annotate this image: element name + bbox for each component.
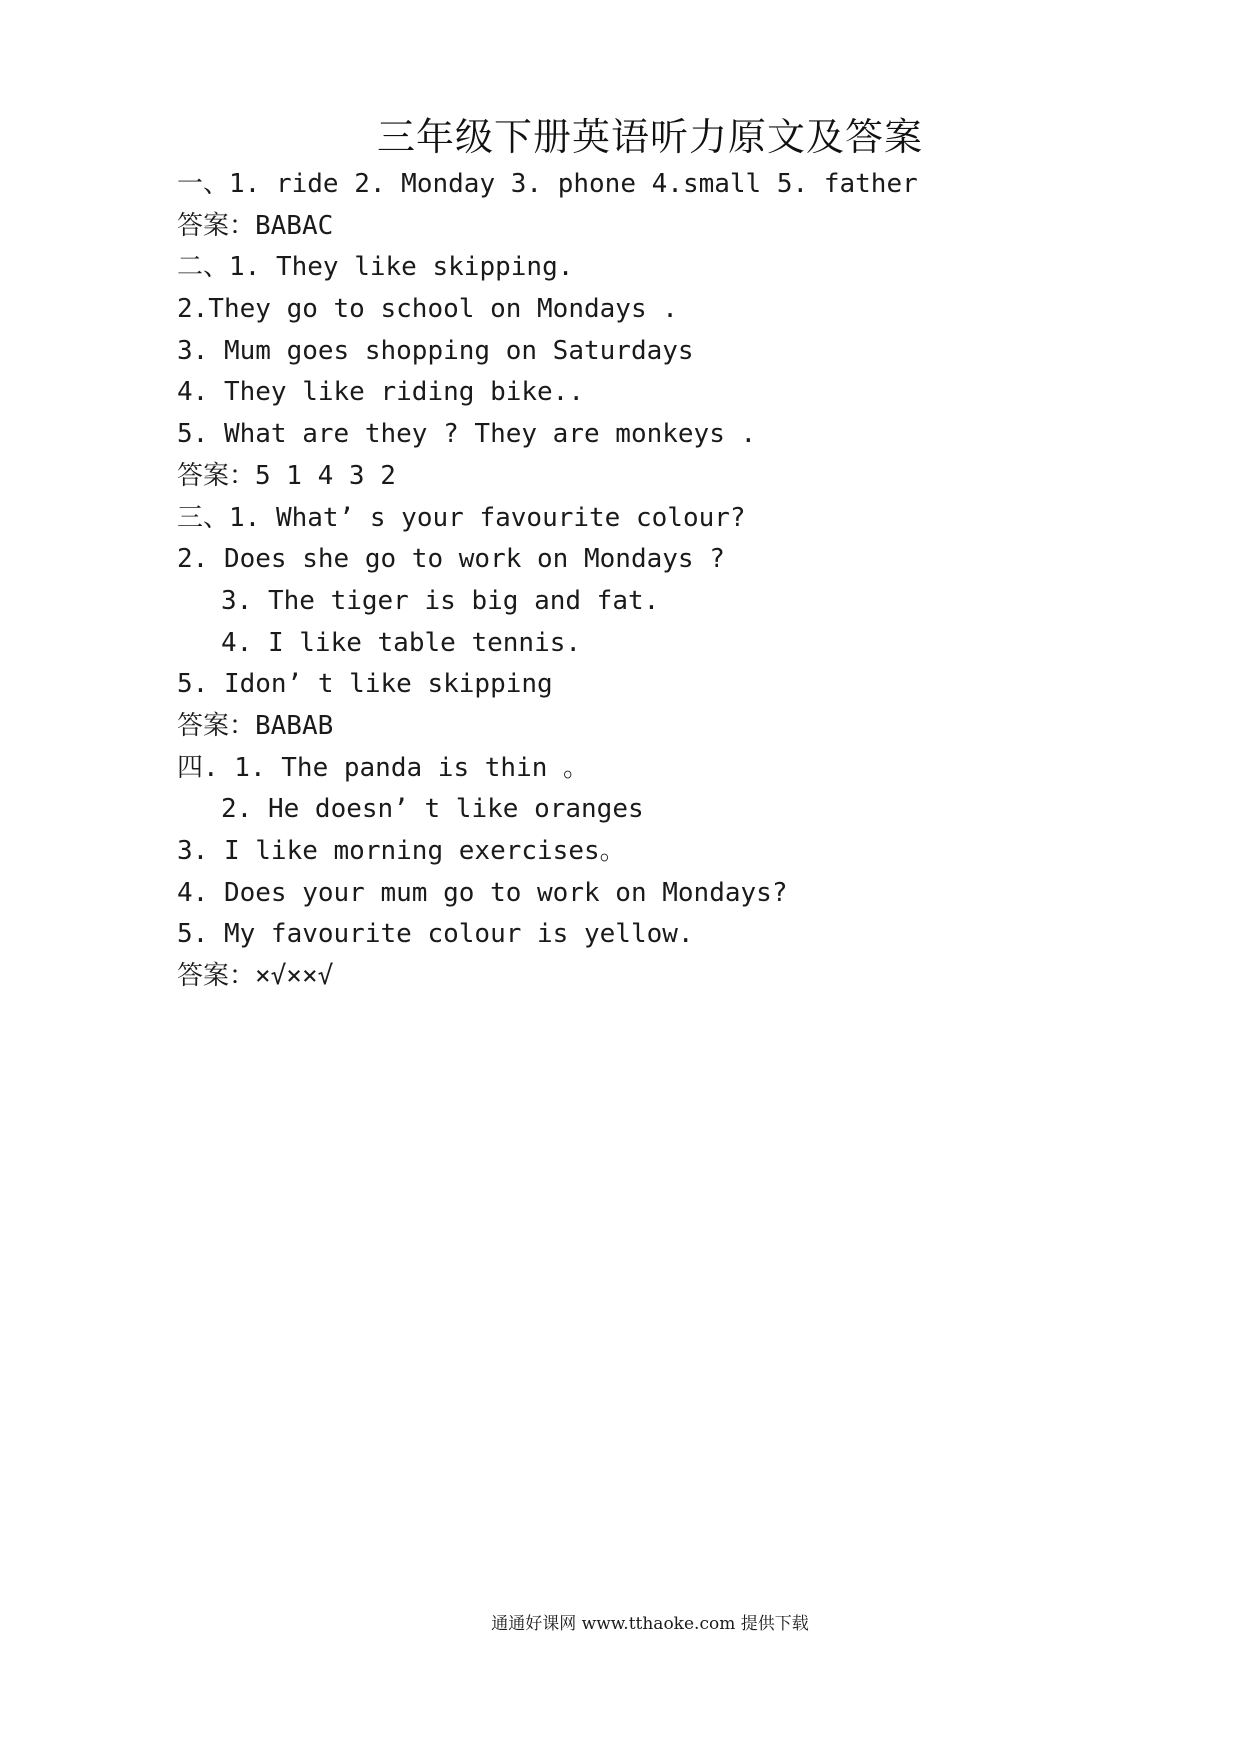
text-line: 答案：BABAB: [177, 710, 334, 741]
footer-credit: 通通好课网 www.tthaoke.com 提供下载: [491, 1614, 809, 1634]
text-line: 2. He doesn’ t like oranges: [221, 794, 644, 825]
text-line: 答案：5 1 4 3 2: [177, 460, 396, 491]
text-line: 二、1. They like skipping.: [177, 252, 574, 283]
text-line: 2.They go to school on Mondays .: [177, 294, 678, 325]
text-line: 3. Mum goes shopping on Saturdays: [177, 335, 694, 366]
text-line: 3. I like morning exercises。: [177, 836, 626, 866]
text-line: 四. 1. The panda is thin 。: [177, 752, 590, 783]
text-line: 三、1. What’ s your favourite colour?: [177, 502, 746, 533]
text-line: 答案：BABAC: [177, 210, 334, 241]
text-line: 5. What are they ? They are monkeys .: [177, 419, 757, 450]
text-line: 5. My favourite colour is yellow.: [177, 919, 694, 950]
text-line: 3. The tiger is big and fat.: [221, 585, 660, 616]
document-body: [177, 164, 1177, 998]
text-line: 4. They like riding bike..: [177, 377, 584, 408]
text-line: 一、1. ride 2. Monday 3. phone 4.small 5. father: [177, 169, 918, 199]
text-line: 4. I like table tennis.: [221, 627, 582, 658]
document-title: 三年级下册英语听力原文及答案: [376, 115, 923, 159]
text-line: 答案：×√××√: [177, 961, 334, 992]
text-line: 4. Does your mum go to work on Mondays?: [177, 877, 788, 908]
text-line: 2. Does she go to work on Mondays ?: [177, 544, 725, 575]
text-line: 5. Idon’ t like skipping: [177, 669, 553, 700]
